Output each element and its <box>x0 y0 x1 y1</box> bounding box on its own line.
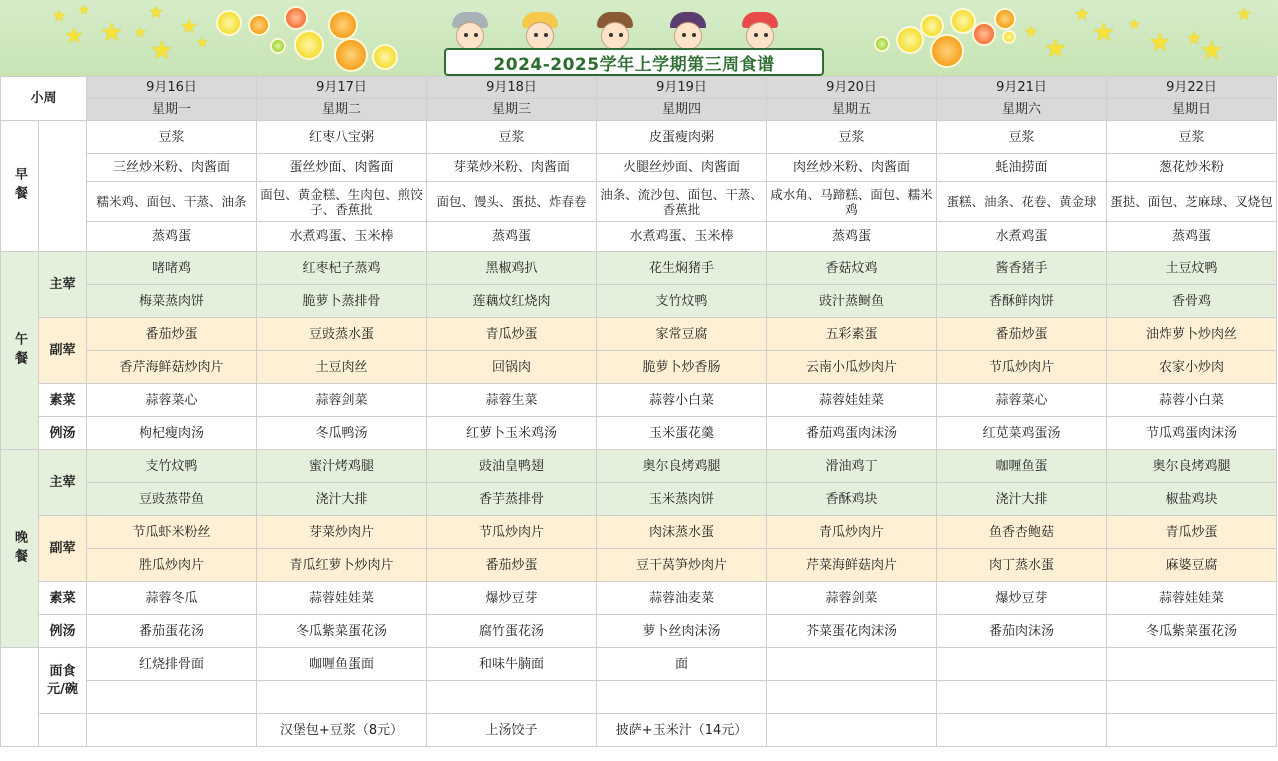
menu-cell: 浇汁大排 <box>257 483 427 516</box>
menu-cell: 肉沫蒸水蛋 <box>597 516 767 549</box>
category-main: 主荤 <box>39 252 87 318</box>
menu-cell: 蛋糕、油条、花卷、黄金球 <box>937 182 1107 222</box>
star-icon: ★ <box>1024 22 1039 41</box>
star-icon: ★ <box>52 6 67 25</box>
menu-cell: 蒜蓉娃娃菜 <box>1107 582 1277 615</box>
menu-cell: 蚝油捞面 <box>937 154 1107 182</box>
menu-cell: 番茄蛋花汤 <box>87 615 257 648</box>
menu-cell: 酱香猪手 <box>937 252 1107 285</box>
menu-cell: 豉汁蒸鲥鱼 <box>767 285 937 318</box>
menu-cell <box>767 681 937 714</box>
menu-cell <box>937 681 1107 714</box>
table-row <box>1 615 1277 648</box>
star-icon: ★ <box>1074 4 1091 25</box>
table-row <box>1 648 1277 681</box>
table-row <box>1 384 1277 417</box>
star-icon: ★ <box>1128 17 1141 33</box>
menu-cell: 面包、黄金糕、生肉包、煎饺子、香蕉批 <box>257 182 427 222</box>
menu-cell: 浇汁大排 <box>937 483 1107 516</box>
menu-cell: 蒜蓉娃娃菜 <box>257 582 427 615</box>
menu-cell: 啫啫鸡 <box>87 252 257 285</box>
star-icon: ★ <box>180 14 198 38</box>
table-row <box>1 714 1277 747</box>
lime-slice-icon <box>874 36 890 52</box>
menu-cell: 滑油鸡丁 <box>767 450 937 483</box>
table-row <box>1 99 1277 121</box>
menu-cell: 香芹海鲜菇炒肉片 <box>87 351 257 384</box>
menu-cell <box>1107 714 1277 747</box>
star-icon: ★ <box>78 3 90 18</box>
star-icon: ★ <box>64 24 84 49</box>
table-row <box>1 285 1277 318</box>
menu-cell: 青瓜炒蛋 <box>1107 516 1277 549</box>
menu-cell: 蒜蓉生菜 <box>427 384 597 417</box>
table-row <box>1 77 1277 99</box>
knight-child-icon <box>448 12 492 52</box>
menu-cell: 玉米蛋花羹 <box>597 417 767 450</box>
menu-cell: 节瓜鸡蛋肉沫汤 <box>1107 417 1277 450</box>
menu-cell: 水煮鸡蛋 <box>937 222 1107 252</box>
week-label: 小周 <box>1 77 87 121</box>
table-row <box>1 121 1277 154</box>
menu-cell: 豆干莴笋炒肉片 <box>597 549 767 582</box>
menu-cell: 支竹炆鸭 <box>87 450 257 483</box>
menu-cell: 上汤饺子 <box>427 714 597 747</box>
menu-cell <box>87 714 257 747</box>
menu-cell: 咸水角、马蹄糕、面包、糯米鸡 <box>767 182 937 222</box>
table-row <box>1 681 1277 714</box>
menu-cell: 家常豆腐 <box>597 318 767 351</box>
menu-cell: 青瓜炒肉片 <box>767 516 937 549</box>
orange-slice-icon <box>328 10 358 40</box>
menu-cell: 番茄炒蛋 <box>937 318 1107 351</box>
menu-cell: 油条、流沙包、面包、干蒸、香蕉批 <box>597 182 767 222</box>
star-icon: ★ <box>196 35 209 51</box>
menu-cell: 蒜蓉菜心 <box>87 384 257 417</box>
menu-cell: 花生焖猪手 <box>597 252 767 285</box>
menu-cell: 香酥鲜肉饼 <box>937 285 1107 318</box>
cowboy-child-icon <box>593 12 637 52</box>
lemon-slice-icon <box>294 30 324 60</box>
weekday-header: 星期五 <box>767 99 937 121</box>
menu-cell: 油炸萝卜炒肉丝 <box>1107 318 1277 351</box>
menu-cell: 芥菜蛋花肉沫汤 <box>767 615 937 648</box>
table-row <box>1 582 1277 615</box>
menu-cell <box>937 648 1107 681</box>
table-row <box>1 154 1277 182</box>
date-header: 9月18日 <box>427 77 597 99</box>
meal-label-lunch: 午餐 <box>1 252 39 450</box>
menu-cell: 火腿丝炒面、肉酱面 <box>597 154 767 182</box>
menu-cell: 豆浆 <box>87 121 257 154</box>
star-icon: ★ <box>100 18 124 48</box>
menu-cell <box>1107 648 1277 681</box>
category-blank <box>39 121 87 252</box>
menu-cell: 豆浆 <box>427 121 597 154</box>
menu-cell: 奥尔良烤鸡腿 <box>1107 450 1277 483</box>
menu-cell: 肉丁蒸水蛋 <box>937 549 1107 582</box>
menu-cell: 豆豉蒸水蛋 <box>257 318 427 351</box>
menu-cell: 黑椒鸡扒 <box>427 252 597 285</box>
menu-cell: 爆炒豆芽 <box>937 582 1107 615</box>
menu-cell: 土豆炆鸭 <box>1107 252 1277 285</box>
menu-cell: 番茄肉沫汤 <box>937 615 1107 648</box>
menu-cell: 蒜蓉冬瓜 <box>87 582 257 615</box>
category-veg: 素菜 <box>39 384 87 417</box>
menu-cell: 红苋菜鸡蛋汤 <box>937 417 1107 450</box>
title-box <box>444 48 824 76</box>
page-title: 2024-2025学年上学期第三周食谱 <box>493 54 775 75</box>
menu-cell: 番茄鸡蛋肉沫汤 <box>767 417 937 450</box>
menu-cell: 红烧排骨面 <box>87 648 257 681</box>
menu-cell <box>257 681 427 714</box>
menu-cell: 梅菜蒸肉饼 <box>87 285 257 318</box>
menu-cell: 节瓜炒肉片 <box>427 516 597 549</box>
star-icon: ★ <box>1092 18 1116 48</box>
menu-cell: 豆浆 <box>1107 121 1277 154</box>
menu-cell: 肉丝炒米粉、肉酱面 <box>767 154 937 182</box>
menu-cell: 蒸鸡蛋 <box>767 222 937 252</box>
orange-slice-icon <box>930 34 964 68</box>
menu-cell: 蒸鸡蛋 <box>87 222 257 252</box>
table-row <box>1 450 1277 483</box>
menu-cell: 葱花炒米粉 <box>1107 154 1277 182</box>
menu-cell: 香菇炆鸡 <box>767 252 937 285</box>
table-row <box>1 252 1277 285</box>
menu-cell: 三丝炒米粉、肉酱面 <box>87 154 257 182</box>
weekday-header: 星期日 <box>1107 99 1277 121</box>
menu-cell: 脆萝卜蒸排骨 <box>257 285 427 318</box>
menu-cell: 蒜蓉剑菜 <box>767 582 937 615</box>
noodle-label: 面食元/碗 <box>39 648 87 714</box>
star-icon: ★ <box>1186 28 1203 49</box>
table-row <box>1 182 1277 222</box>
menu-cell: 芹菜海鲜菇肉片 <box>767 549 937 582</box>
menu-cell: 番茄炒蛋 <box>87 318 257 351</box>
noodle-blank <box>1 648 39 747</box>
table-row <box>1 318 1277 351</box>
orange-slice-icon <box>334 38 368 72</box>
menu-cell: 胜瓜炒肉片 <box>87 549 257 582</box>
star-icon: ★ <box>150 36 174 66</box>
menu-cell: 豉油皇鸭翅 <box>427 450 597 483</box>
table-row <box>1 417 1277 450</box>
meal-label-dinner: 晚餐 <box>1 450 39 648</box>
menu-cell: 蒜蓉剑菜 <box>257 384 427 417</box>
menu-cell: 奥尔良烤鸡腿 <box>597 450 767 483</box>
menu-cell <box>1107 681 1277 714</box>
orange-slice-icon <box>248 14 270 36</box>
glasses-child-icon <box>738 12 782 52</box>
menu-cell: 萝卜丝肉沫汤 <box>597 615 767 648</box>
menu-cell: 豆浆 <box>937 121 1107 154</box>
menu-cell: 和味牛腩面 <box>427 648 597 681</box>
menu-cell: 云南小瓜炒肉片 <box>767 351 937 384</box>
date-header: 9月16日 <box>87 77 257 99</box>
menu-cell: 麻婆豆腐 <box>1107 549 1277 582</box>
menu-cell: 脆萝卜炒香肠 <box>597 351 767 384</box>
category-veg: 素菜 <box>39 582 87 615</box>
menu-cell: 五彩素蛋 <box>767 318 937 351</box>
weekday-header: 星期一 <box>87 99 257 121</box>
category-soup: 例汤 <box>39 615 87 648</box>
menu-cell: 红枣杞子蒸鸡 <box>257 252 427 285</box>
menu-cell: 香骨鸡 <box>1107 285 1277 318</box>
menu-cell: 土豆肉丝 <box>257 351 427 384</box>
menu-cell: 芽菜炒肉片 <box>257 516 427 549</box>
menu-cell: 冬瓜紫菜蛋花汤 <box>1107 615 1277 648</box>
menu-cell: 糯米鸡、面包、干蒸、油条 <box>87 182 257 222</box>
menu-cell <box>87 681 257 714</box>
menu-cell: 回锅肉 <box>427 351 597 384</box>
menu-cell: 莲藕炆红烧肉 <box>427 285 597 318</box>
menu-cell: 蒜蓉小白菜 <box>597 384 767 417</box>
menu-cell: 蒜蓉菜心 <box>937 384 1107 417</box>
menu-cell: 蒸鸡蛋 <box>1107 222 1277 252</box>
meal-label-breakfast: 早餐 <box>1 121 39 252</box>
table-row <box>1 516 1277 549</box>
menu-cell: 蒜蓉小白菜 <box>1107 384 1277 417</box>
menu-cell: 鱼香杏鲍菇 <box>937 516 1107 549</box>
menu-cell: 芽菜炒米粉、肉酱面 <box>427 154 597 182</box>
weekly-menu-table <box>0 76 1277 747</box>
star-icon: ★ <box>1044 34 1068 64</box>
menu-cell: 蒜蓉娃娃菜 <box>767 384 937 417</box>
date-header: 9月20日 <box>767 77 937 99</box>
menu-cell: 腐竹蛋花汤 <box>427 615 597 648</box>
star-icon: ★ <box>1148 28 1172 58</box>
witch-child-icon <box>666 12 710 52</box>
category-side: 副荤 <box>39 516 87 582</box>
menu-cell: 蜜汁烤鸡腿 <box>257 450 427 483</box>
menu-cell: 香酥鸡块 <box>767 483 937 516</box>
menu-cell: 蛋挞、面包、芝麻球、叉烧包 <box>1107 182 1277 222</box>
menu-cell: 蒜蓉油麦菜 <box>597 582 767 615</box>
menu-cell: 皮蛋瘦肉粥 <box>597 121 767 154</box>
menu-cell: 红枣八宝粥 <box>257 121 427 154</box>
menu-cell: 面 <box>597 648 767 681</box>
menu-cell: 爆炒豆芽 <box>427 582 597 615</box>
star-icon: ★ <box>1236 4 1253 25</box>
menu-cell: 豆浆 <box>767 121 937 154</box>
menu-cell: 节瓜虾米粉丝 <box>87 516 257 549</box>
menu-cell: 枸杞瘦肉汤 <box>87 417 257 450</box>
category-soup: 例汤 <box>39 417 87 450</box>
menu-cell <box>597 681 767 714</box>
menu-cell: 汉堡包+豆浆（8元） <box>257 714 427 747</box>
category-side: 副荤 <box>39 318 87 384</box>
weekday-header: 星期二 <box>257 99 427 121</box>
menu-cell: 咖喱鱼蛋面 <box>257 648 427 681</box>
menu-cell: 椒盐鸡块 <box>1107 483 1277 516</box>
menu-cell <box>427 681 597 714</box>
menu-cell: 披萨+玉米汁（14元） <box>597 714 767 747</box>
table-row <box>1 222 1277 252</box>
weekday-header: 星期六 <box>937 99 1107 121</box>
lemon-slice-icon <box>216 10 242 36</box>
cartoon-children-illustration <box>438 2 818 52</box>
menu-cell: 农家小炒肉 <box>1107 351 1277 384</box>
menu-cell: 面包、馒头、蛋挞、炸春卷 <box>427 182 597 222</box>
menu-cell: 番茄炒蛋 <box>427 549 597 582</box>
menu-cell: 香芋蒸排骨 <box>427 483 597 516</box>
menu-cell: 蛋丝炒面、肉酱面 <box>257 154 427 182</box>
menu-cell <box>767 648 937 681</box>
grapefruit-slice-icon <box>284 6 308 30</box>
lime-slice-icon <box>270 38 286 54</box>
grapefruit-slice-icon <box>972 22 996 46</box>
orange-slice-icon <box>994 8 1016 30</box>
header-banner <box>0 0 1278 76</box>
table-row <box>1 483 1277 516</box>
noodle-label-blank <box>39 714 87 747</box>
menu-cell: 咖喱鱼蛋 <box>937 450 1107 483</box>
menu-cell: 豆豉蒸带鱼 <box>87 483 257 516</box>
star-icon: ★ <box>134 25 147 41</box>
weekday-header: 星期四 <box>597 99 767 121</box>
menu-cell: 支竹炆鸭 <box>597 285 767 318</box>
table-row <box>1 549 1277 582</box>
menu-cell: 玉米蒸肉饼 <box>597 483 767 516</box>
menu-cell: 冬瓜紫菜蛋花汤 <box>257 615 427 648</box>
lemon-slice-icon <box>1002 30 1016 44</box>
date-header: 9月19日 <box>597 77 767 99</box>
menu-cell: 水煮鸡蛋、玉米棒 <box>597 222 767 252</box>
date-header: 9月17日 <box>257 77 427 99</box>
menu-cell: 青瓜红萝卜炒肉片 <box>257 549 427 582</box>
date-header: 9月22日 <box>1107 77 1277 99</box>
menu-cell: 水煮鸡蛋、玉米棒 <box>257 222 427 252</box>
table-row <box>1 351 1277 384</box>
star-icon: ★ <box>148 2 165 23</box>
weekday-header: 星期三 <box>427 99 597 121</box>
category-main: 主荤 <box>39 450 87 516</box>
menu-cell: 节瓜炒肉片 <box>937 351 1107 384</box>
menu-cell <box>767 714 937 747</box>
menu-cell: 冬瓜鸭汤 <box>257 417 427 450</box>
menu-cell: 红萝卜玉米鸡汤 <box>427 417 597 450</box>
date-header: 9月21日 <box>937 77 1107 99</box>
lemon-slice-icon <box>372 44 398 70</box>
menu-cell <box>937 714 1107 747</box>
star-icon: ★ <box>1200 36 1224 66</box>
menu-cell: 青瓜炒蛋 <box>427 318 597 351</box>
menu-cell: 蒸鸡蛋 <box>427 222 597 252</box>
princess-child-icon <box>518 12 562 52</box>
